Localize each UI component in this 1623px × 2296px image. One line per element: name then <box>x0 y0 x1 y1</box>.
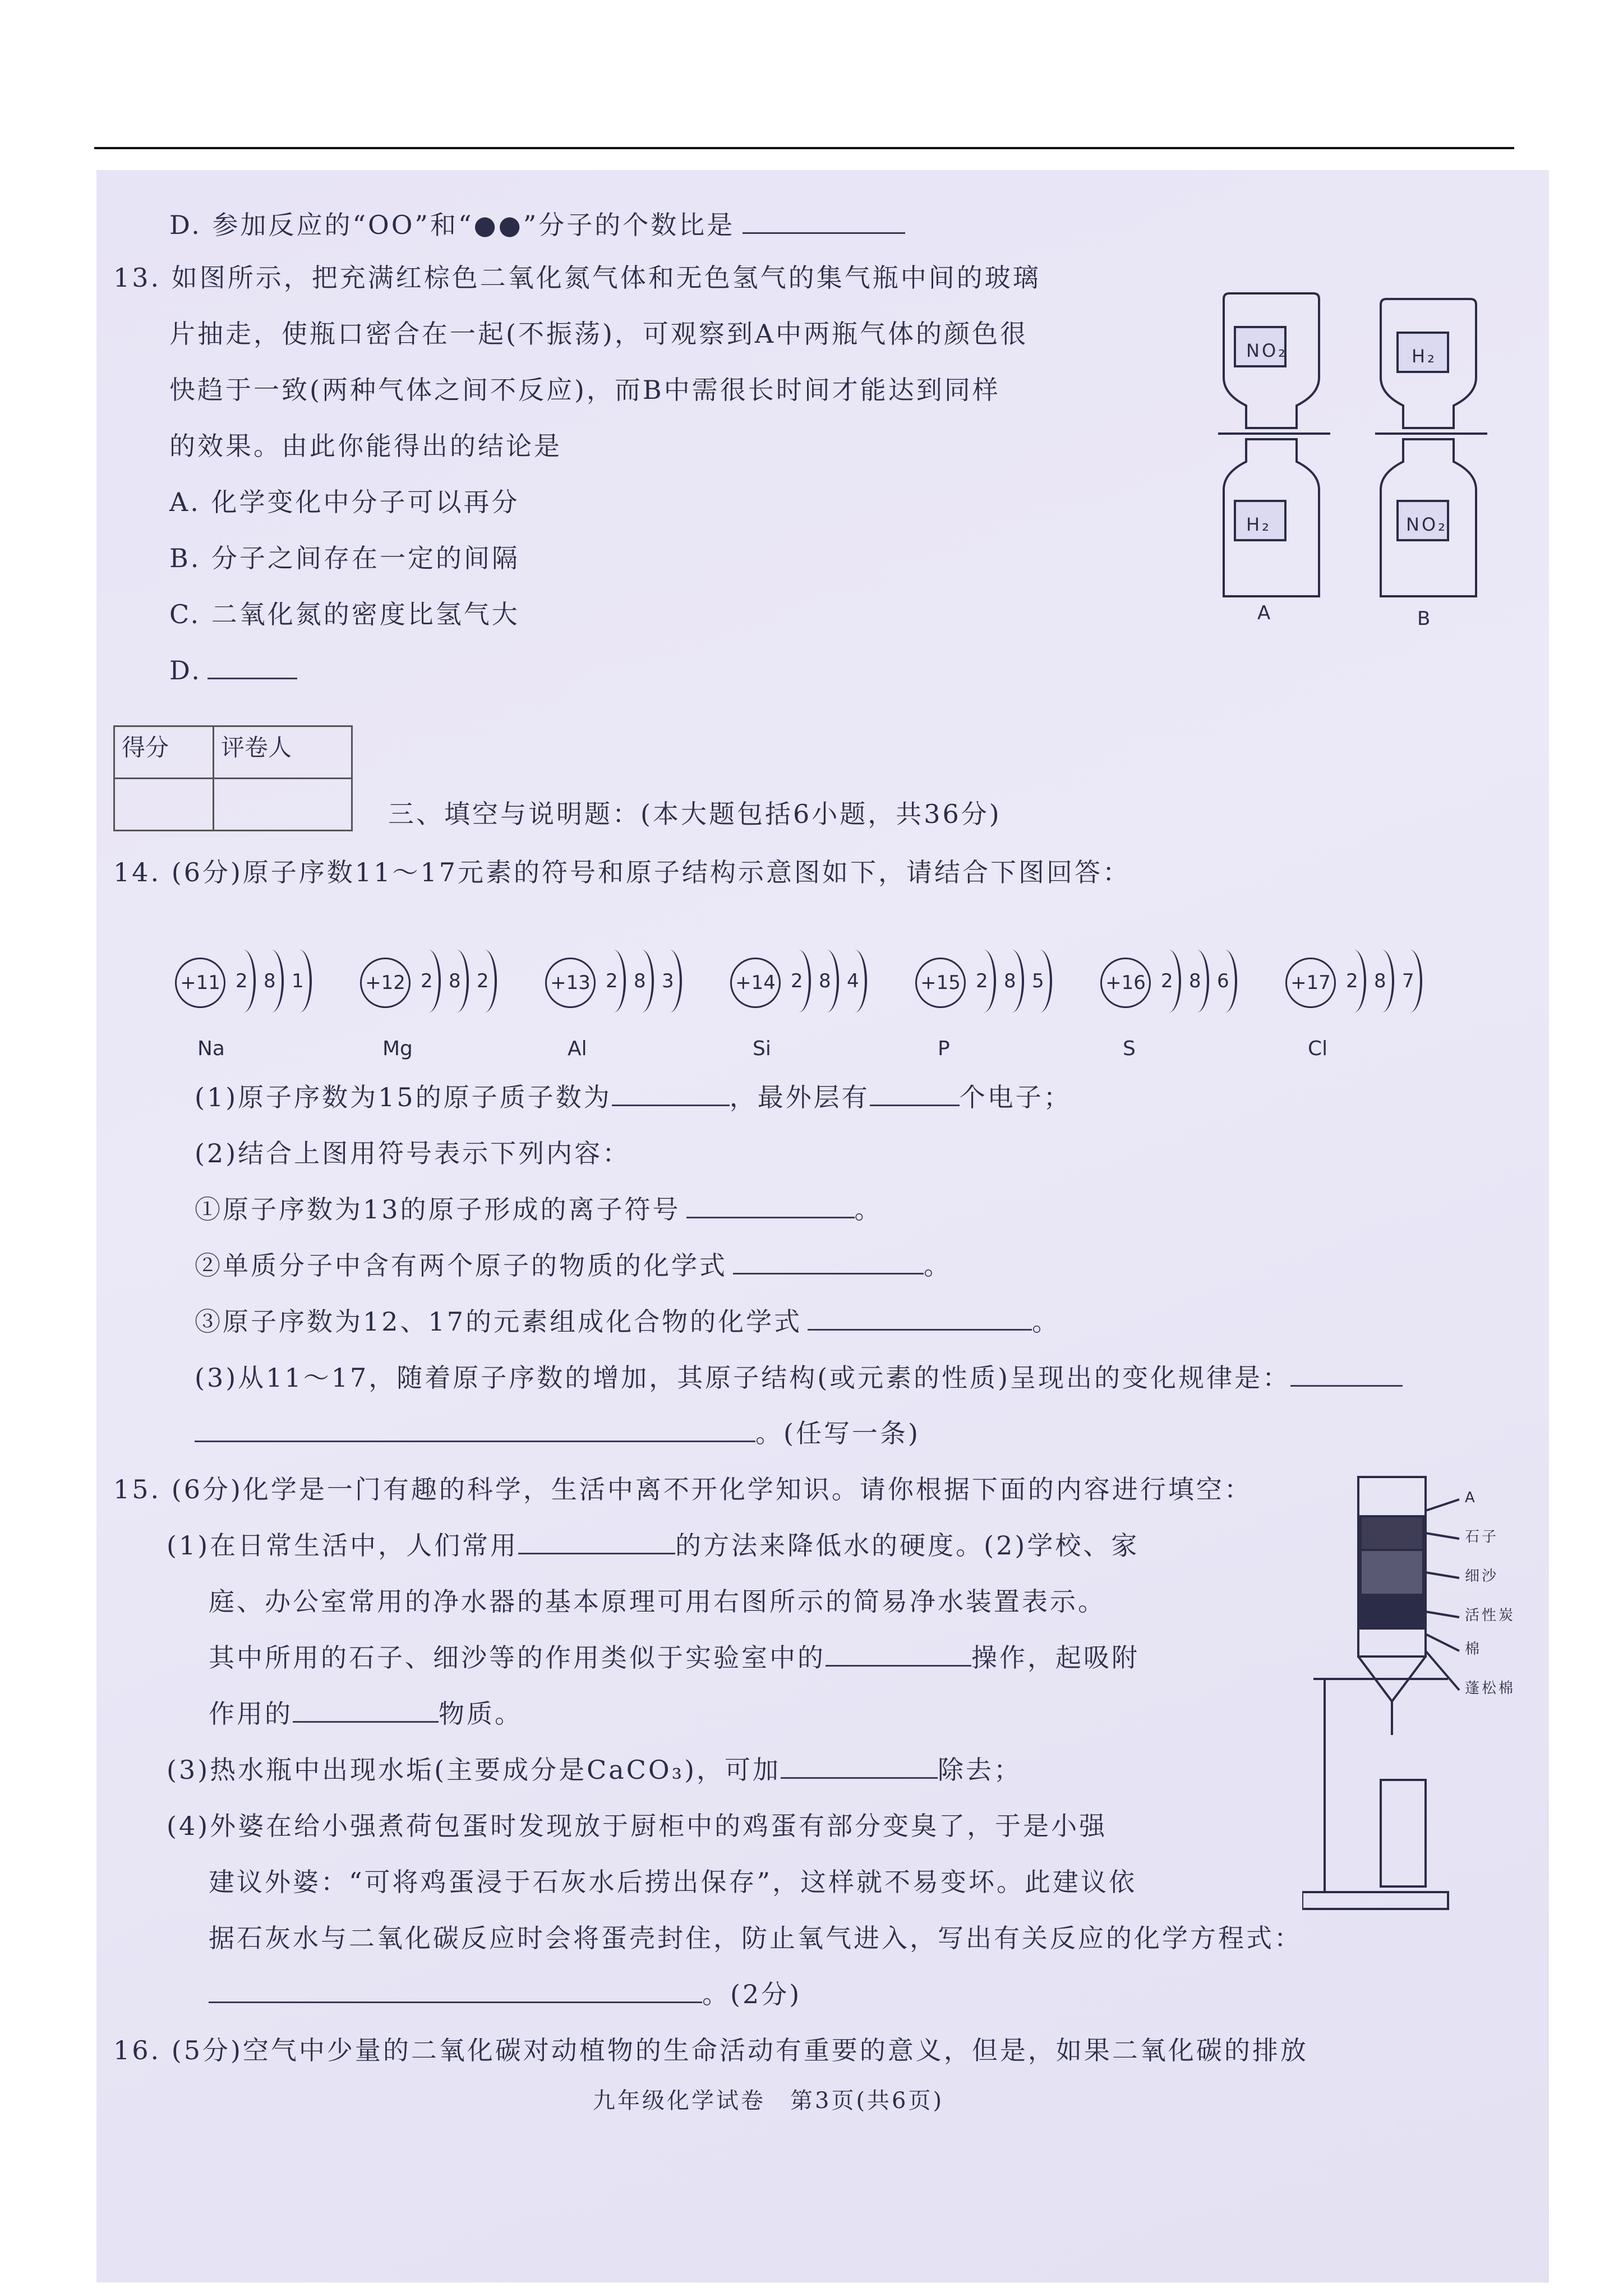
atom-diagram-al <box>545 950 713 1068</box>
q15-hardness-blank <box>518 1530 675 1554</box>
q15-line-3-text-a: 其中所用的石子、细沙等的作用类似于实验室中的 <box>209 1642 826 1673</box>
q15-line-3-text-b: 操作，起吸附 <box>971 1642 1140 1673</box>
purifier-label-fluffy-cotton: 蓬松棉 <box>1465 1680 1516 1697</box>
element-symbol: Si <box>753 1037 771 1060</box>
header-rule <box>94 147 1514 149</box>
element-symbol: P <box>938 1037 950 1060</box>
q15-line-1-text-a: (1)在日常生活中，人们常用 <box>167 1530 519 1561</box>
atom-nucleus: +12 <box>360 958 411 1008</box>
element-symbol: Mg <box>382 1037 413 1060</box>
q14-part2-3: ③原子序数为12、17的元素组成化合物的化学式 。 <box>195 1306 1061 1337</box>
electron-count: 5 <box>1032 970 1044 992</box>
q14-ion-blank <box>686 1194 855 1218</box>
q13-option-b: B. 分子之间存在一定的间隔 <box>169 543 520 573</box>
atom-nucleus: +11 <box>175 958 225 1008</box>
q14-electron-blank <box>870 1082 960 1106</box>
q14-compound-blank <box>808 1306 1032 1331</box>
q14-part2-2-text: ②单质分子中含有两个原子的物质的化学式 <box>195 1250 727 1281</box>
q14-part2-3-text: ③原子序数为12、17的元素组成化合物的化学式 <box>195 1306 803 1337</box>
q13-line-3: 快趋于一致(两种气体之间不反应)，而B中需很长时间才能达到同样 <box>169 375 1000 405</box>
q15-line-2: 庭、办公室常用的净水器的基本原理可用右图所示的简易净水装置表示。 <box>209 1586 1106 1617</box>
electron-count: 2 <box>477 970 489 992</box>
q12-answer-blank <box>743 210 905 234</box>
q16-intro: 16. (5分)空气中少量的二氧化碳对动植物的生命活动有重要的意义，但是，如果二氧化碳的排放 <box>113 2035 1308 2065</box>
score-table-grader-cell <box>214 779 352 831</box>
element-symbol: S <box>1123 1037 1136 1060</box>
electron-count: 8 <box>819 970 831 992</box>
atom-diagram-si <box>730 950 898 1068</box>
q13-option-d <box>169 654 297 687</box>
q15-part3-text-a: (3)热水瓶中出现水垢(主要成分是CaCO₃)，可加 <box>167 1755 781 1785</box>
q15-part3 <box>167 1753 1022 1787</box>
electron-count: 2 <box>421 970 433 992</box>
q15-line-4-text-a: 作用的 <box>209 1699 293 1729</box>
element-symbol: Al <box>568 1037 587 1060</box>
q14-part2: (2)结合上图用符号表示下列内容： <box>195 1138 631 1168</box>
q13-option-d-label: D. <box>169 655 202 685</box>
atom-diagram-s <box>1100 950 1269 1068</box>
q13-option-c: C. 二氧化氮的密度比氢气大 <box>169 599 520 629</box>
bottle-b-bottom-label: NO₂ <box>1406 514 1447 535</box>
q12-option-d <box>169 208 905 242</box>
bottle-a-top-label: NO₂ <box>1246 340 1288 361</box>
bottle-a-caption: A <box>1257 602 1273 624</box>
bottle-a-bottom-label: H₂ <box>1246 514 1271 535</box>
q15-equation-blank <box>209 1979 702 2003</box>
electron-count: 8 <box>449 970 461 992</box>
q15-adsorb-blank <box>293 1699 439 1723</box>
electron-count: 3 <box>662 970 674 992</box>
q13-line-4: 的效果。由此你能得出的结论是 <box>169 431 562 461</box>
q15-line-4-text-b: 物质。 <box>439 1699 523 1729</box>
q15-line-4 <box>209 1697 523 1731</box>
atom-diagram-cl <box>1285 950 1454 1068</box>
q13-line-1: 13. 如图所示，把充满红棕色二氧化氮气体和无色氢气的集气瓶中间的玻璃 <box>113 263 1041 293</box>
atom-nucleus: +16 <box>1100 958 1151 1008</box>
electron-count: 4 <box>847 970 859 992</box>
electron-count: 8 <box>1189 970 1201 992</box>
q15-scale-blank <box>781 1755 938 1779</box>
q15-part4-line-4 <box>209 1977 801 2011</box>
q13-d-blank <box>208 655 297 679</box>
element-symbol: Cl <box>1308 1037 1328 1060</box>
electron-count: 2 <box>976 970 988 992</box>
purifier-label-sand: 细沙 <box>1465 1568 1499 1585</box>
electron-count: 8 <box>264 970 276 992</box>
electron-count: 2 <box>1346 970 1358 992</box>
score-table-score-cell <box>114 779 214 831</box>
electron-count: 8 <box>1374 970 1386 992</box>
q15-intro: 15. (6分)化学是一门有趣的科学，生活中离不开化学知识。请你根据下面的内容进行填空： <box>113 1474 1252 1504</box>
electron-count: 7 <box>1402 970 1414 992</box>
q14-part3-tail-text: 。(任写一条) <box>755 1418 920 1448</box>
electron-count: 2 <box>606 970 618 992</box>
electron-count: 8 <box>1004 970 1016 992</box>
q14-part2-2: ②单质分子中含有两个原子的物质的化学式 。 <box>195 1250 952 1281</box>
purifier-label-a: A <box>1465 1489 1477 1506</box>
atom-diagram-p <box>915 950 1083 1068</box>
page-footer: 九年级化学试卷 第3页(共6页) <box>593 2088 944 2114</box>
q15-part4-line-3: 据石灰水与二氧化碳反应时会将蛋壳封住，防止氧气进入，写出有关反应的化学方程式： <box>209 1923 1302 1953</box>
q15-line-1 <box>167 1529 1139 1562</box>
atom-nucleus: +13 <box>545 958 596 1008</box>
electron-count: 2 <box>1161 970 1173 992</box>
q14-part3-tail <box>195 1416 920 1450</box>
q15-part4-line-2: 建议外婆：“可将鸡蛋浸于石灰水后捞出保存”，这样就不易变坏。此建议依 <box>209 1867 1137 1897</box>
score-table-grader-header: 评卷人 <box>214 726 352 779</box>
atom-nucleus: +17 <box>1285 958 1336 1008</box>
q14-part2-1: ①原子序数为13的原子形成的离子符号 。 <box>195 1194 883 1225</box>
exam-page-photo <box>96 170 1549 2283</box>
electron-count: 8 <box>634 970 646 992</box>
purifier-label-carbon: 活性炭 <box>1465 1607 1516 1624</box>
element-symbol: Na <box>197 1037 225 1060</box>
q14-part1-text-b: ，最外层有 <box>729 1082 870 1112</box>
q14-part1-text-c: 个电子； <box>959 1082 1072 1112</box>
atom-nucleus: +14 <box>730 958 781 1008</box>
q14-part2-1-text: ①原子序数为13的原子形成的离子符号 <box>195 1194 681 1225</box>
q14-trend-blank-a <box>1290 1363 1403 1387</box>
q14-trend-blank-b <box>195 1418 755 1442</box>
section-3-title: 三、填空与说明题：(本大题包括6小题，共36分) <box>388 799 1002 829</box>
q14-part3 <box>195 1361 1403 1395</box>
q14-part3-text: (3)从11～17，随着原子序数的增加，其原子结构(或元素的性质)呈现出的变化规律是： <box>195 1363 1291 1393</box>
score-table <box>113 725 353 831</box>
q12-option-d-text: D. 参加反应的“OO”和“●●”分子的个数比是 <box>169 210 735 240</box>
q15-part4-line-1: (4)外婆在给小强煮荷包蛋时发现放于厨柜中的鸡蛋有部分变臭了，于是小强 <box>167 1811 1108 1841</box>
electron-count: 2 <box>791 970 803 992</box>
q14-part1 <box>195 1080 1072 1114</box>
q15-line-3 <box>209 1641 1140 1674</box>
q15-operation-blank <box>826 1642 971 1667</box>
electron-count: 6 <box>1217 970 1229 992</box>
q15-part4-line-4-text: 。(2分) <box>702 1979 802 2009</box>
q14-diatomic-blank <box>733 1250 924 1274</box>
bottle-b-top-label: H₂ <box>1412 346 1437 367</box>
purifier-label-stones: 石子 <box>1465 1529 1499 1545</box>
q14-proton-blank <box>612 1082 730 1106</box>
purifier-label-cotton: 棉 <box>1465 1641 1482 1658</box>
bottle-b-caption: B <box>1417 608 1433 630</box>
q14-intro: 14. (6分)原子序数11～17元素的符号和原子结构示意图如下，请结合下图回答： <box>113 857 1131 887</box>
atom-diagram-na <box>175 950 343 1068</box>
electron-count: 1 <box>292 970 304 992</box>
q13-option-a: A. 化学变化中分子可以再分 <box>169 487 520 517</box>
score-table-score-header: 得分 <box>114 726 214 779</box>
atom-diagram-mg <box>360 950 528 1068</box>
q13-line-2: 片抽走，使瓶口密合在一起(不振荡)，可观察到A中两瓶气体的颜色很 <box>169 319 1029 349</box>
q14-part1-text-a: (1)原子序数为15的原子质子数为 <box>195 1082 612 1112</box>
q15-line-1-text-b: 的方法来降低水的硬度。(2)学校、家 <box>675 1530 1140 1561</box>
atom-nucleus: +15 <box>915 958 966 1008</box>
q15-part3-text-b: 除去； <box>938 1755 1022 1785</box>
electron-count: 2 <box>236 970 248 992</box>
